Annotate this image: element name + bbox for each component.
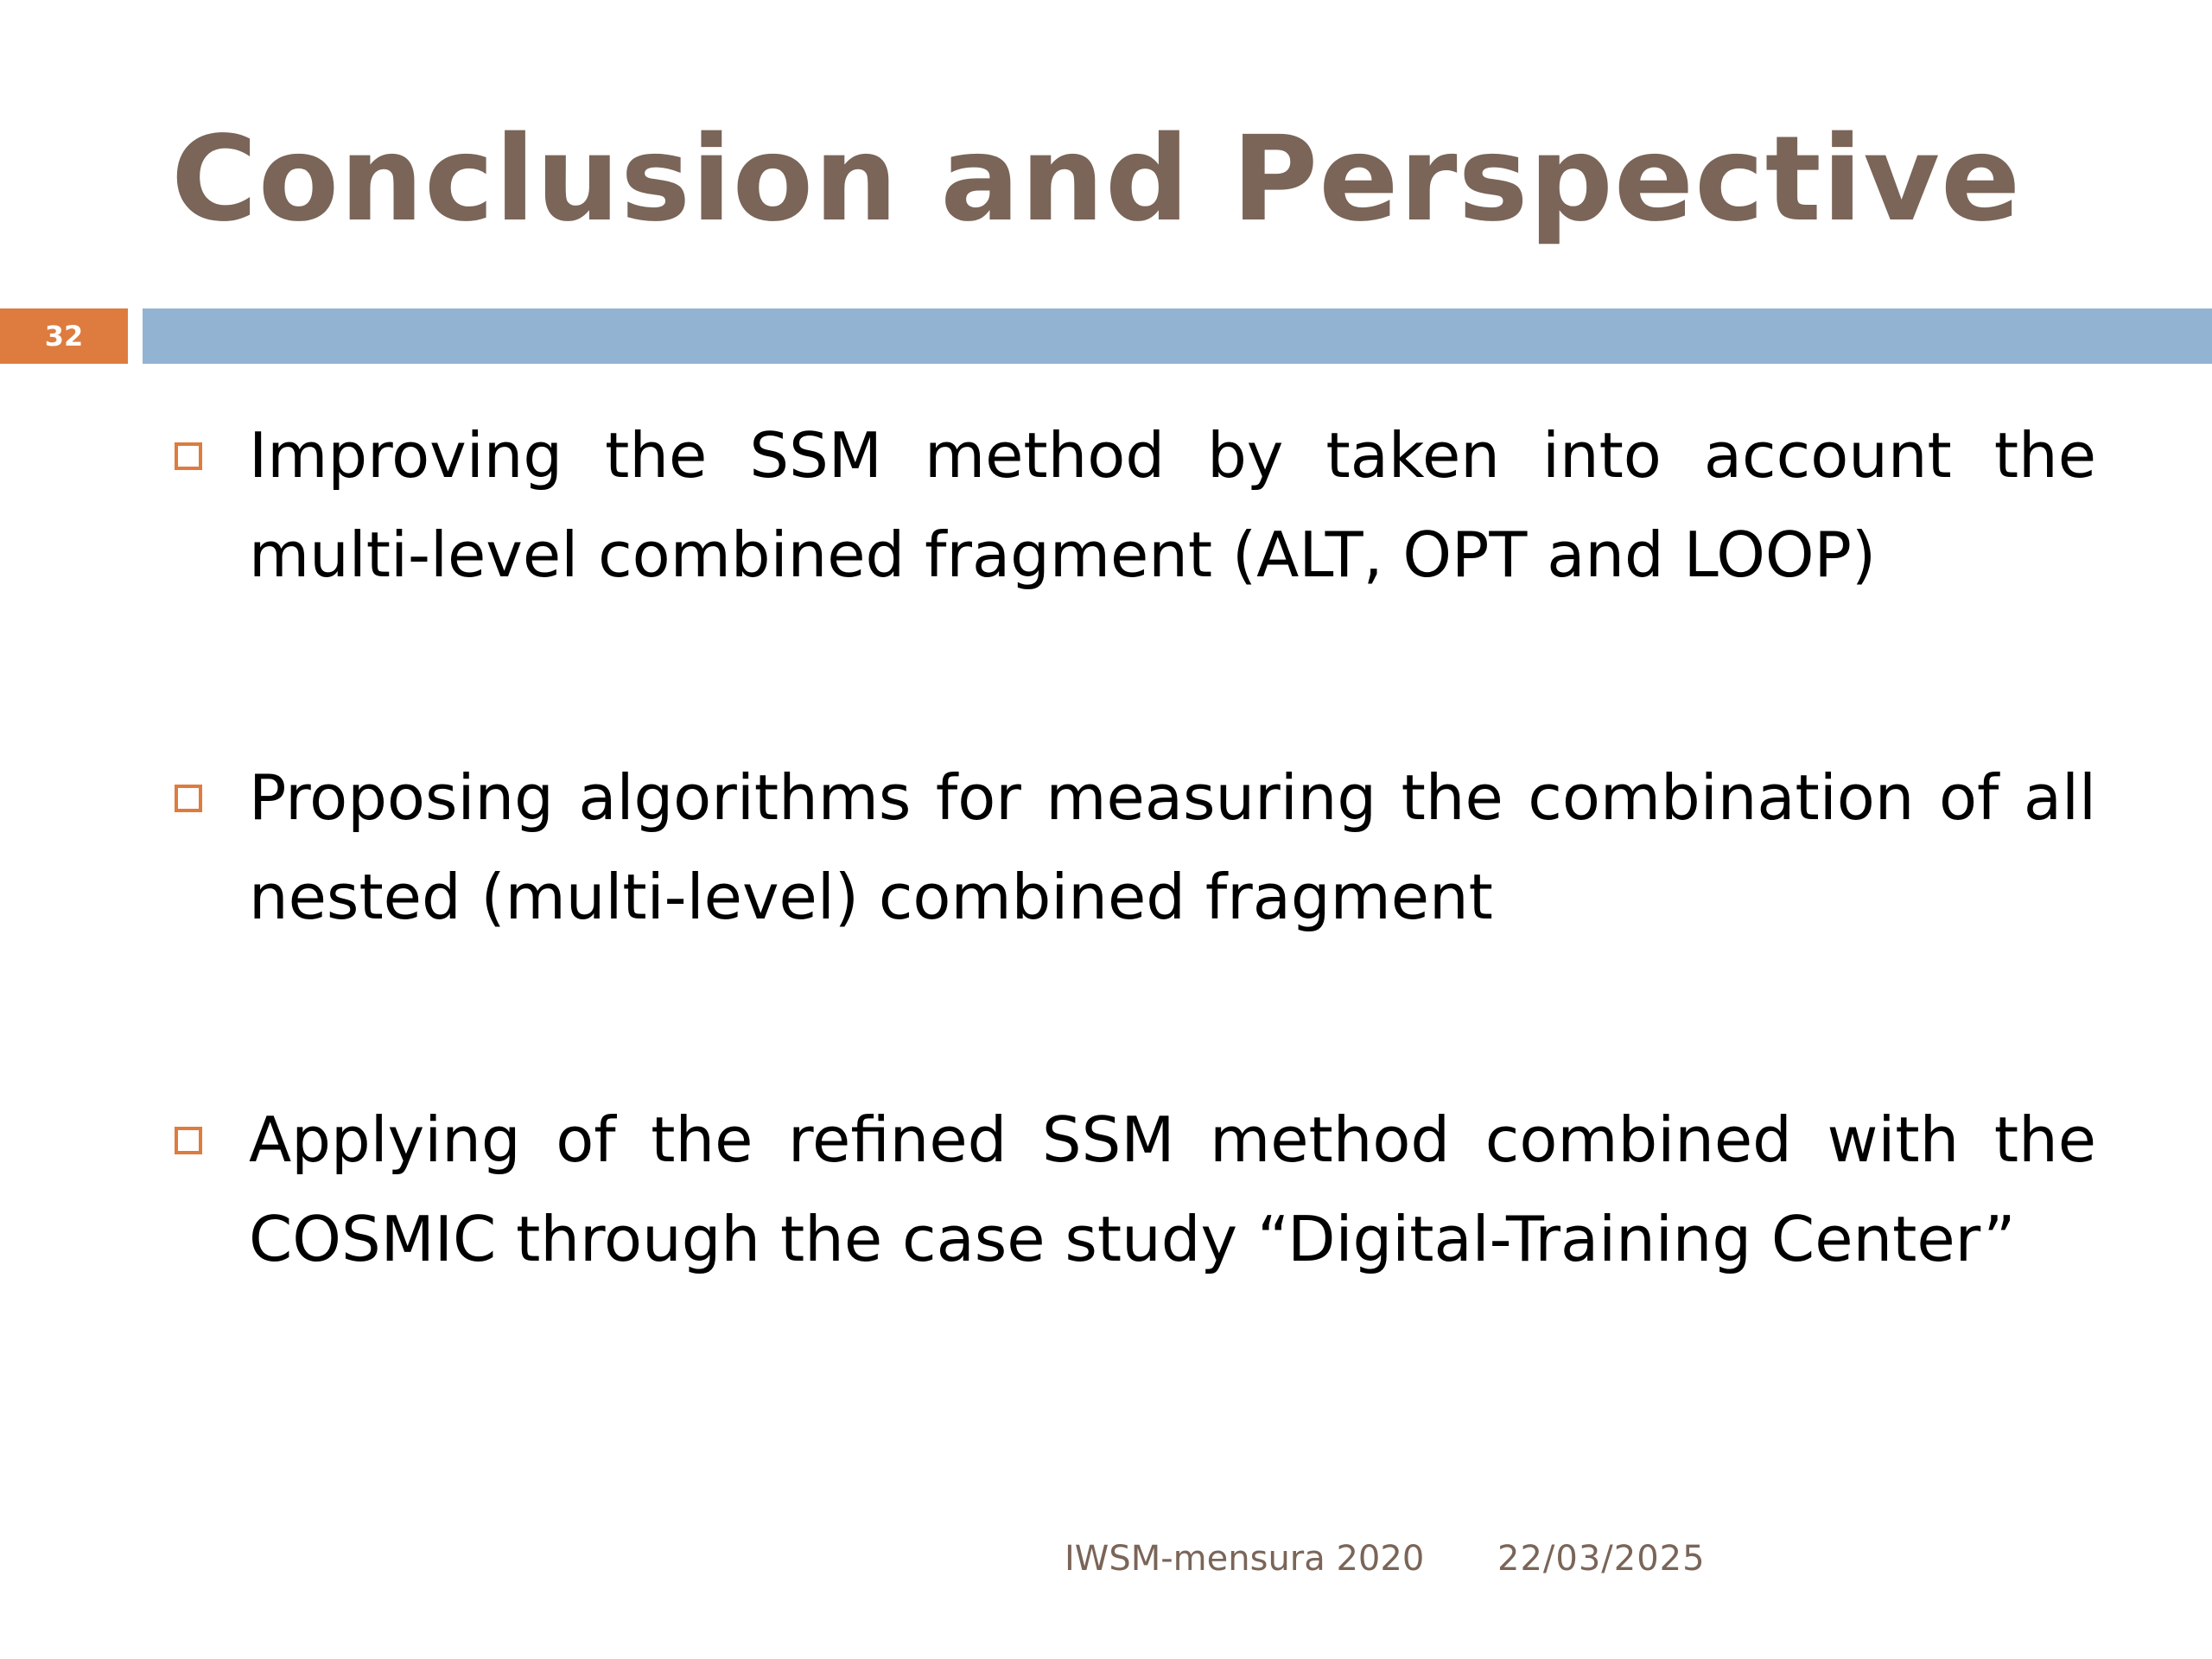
- header-divider-bar: [143, 308, 2212, 364]
- hollow-square-bullet-icon: [175, 442, 202, 470]
- bullet-item: [171, 748, 2096, 947]
- bullet-list: [171, 406, 2096, 1289]
- bullet-text: Proposing algorithms for measuring the combination of all nested (multi-level) combined fragment: [249, 761, 2096, 933]
- bullet-item: [171, 406, 2096, 605]
- bullet-text: Improving the SSM method by taken into account the multi-level combined fragment (ALT, OPT and LOOP): [249, 419, 2096, 591]
- hollow-square-bullet-icon: [175, 1127, 202, 1154]
- bullet-item: [171, 1090, 2096, 1289]
- footer-event: IWSM-mensura 2020: [1065, 1539, 1425, 1579]
- footer-date: 22/03/2025: [1497, 1539, 1706, 1579]
- hollow-square-bullet-icon: [175, 785, 202, 812]
- slide-title: Conclusion and Perspective: [171, 111, 2022, 248]
- bullet-text: Applying of the refined SSM method combined with the COSMIC through the case study “Digital-Training Center”: [249, 1103, 2096, 1275]
- slide-number-badge: 32: [0, 308, 128, 364]
